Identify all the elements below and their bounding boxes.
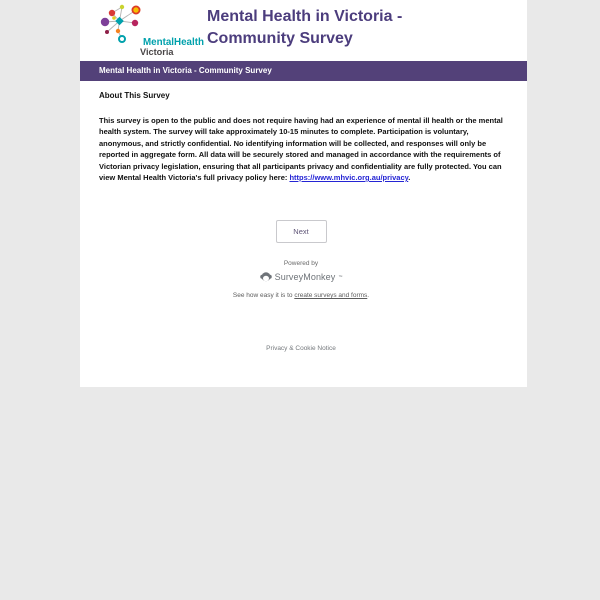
logo-victoria-text: Victoria [140, 47, 174, 57]
see-how-easy-text: See how easy it is to [232, 292, 295, 300]
survey-header [80, 0, 527, 61]
survey-banner-label: Mental Health in Victoria - Community Survey [99, 66, 272, 75]
section-heading: About This Survey [99, 91, 170, 100]
surveymonkey-monkey-icon [260, 271, 272, 282]
description-period: . [408, 173, 411, 183]
logo-brand-text: MentalHealth [143, 37, 204, 48]
trademark-symbol: ™ [338, 274, 343, 280]
survey-banner [80, 61, 527, 81]
logo-network-dots [101, 5, 140, 42]
privacy-cookie-notice-link[interactable]: Privacy & Cookie Notice [266, 345, 336, 353]
survey-card [80, 0, 527, 387]
create-surveys-link[interactable]: create surveys and forms [294, 292, 368, 300]
page-title: Mental Health in Victoria - Community Survey [207, 8, 403, 47]
button-row [99, 220, 503, 243]
powered-by-label: Powered by [283, 260, 319, 268]
survey-content [80, 81, 527, 352]
surveymonkey-wordmark: SurveyMonkey [274, 271, 336, 282]
next-button[interactable]: Next [276, 220, 327, 243]
see-how-easy-line [99, 292, 503, 299]
privacy-policy-link[interactable]: https://www.mhvic.org.au/privacy [289, 173, 409, 183]
surveymonkey-logo[interactable] [260, 271, 343, 282]
see-how-easy-period: . [367, 292, 370, 300]
mental-health-victoria-logo [98, 0, 210, 60]
powered-by-footer [99, 260, 503, 299]
description-text: This survey is open to the public and does not require having had an experience of mental ill health or the mental health system. The survey will take approximately 10-15 minutes to complete. Participation is voluntary, anonymous, and strictly confidential. No identifying information will be collected, and responses will only be reported in aggregate form. All data will be securely stored and managed in accordance with the requirements of Victorian privacy legislation, ensuring that all participants privacy and confidentiality are fully protected. You can view Mental Health Victoria's full privacy policy here: [99, 116, 503, 183]
survey-description [99, 115, 503, 183]
